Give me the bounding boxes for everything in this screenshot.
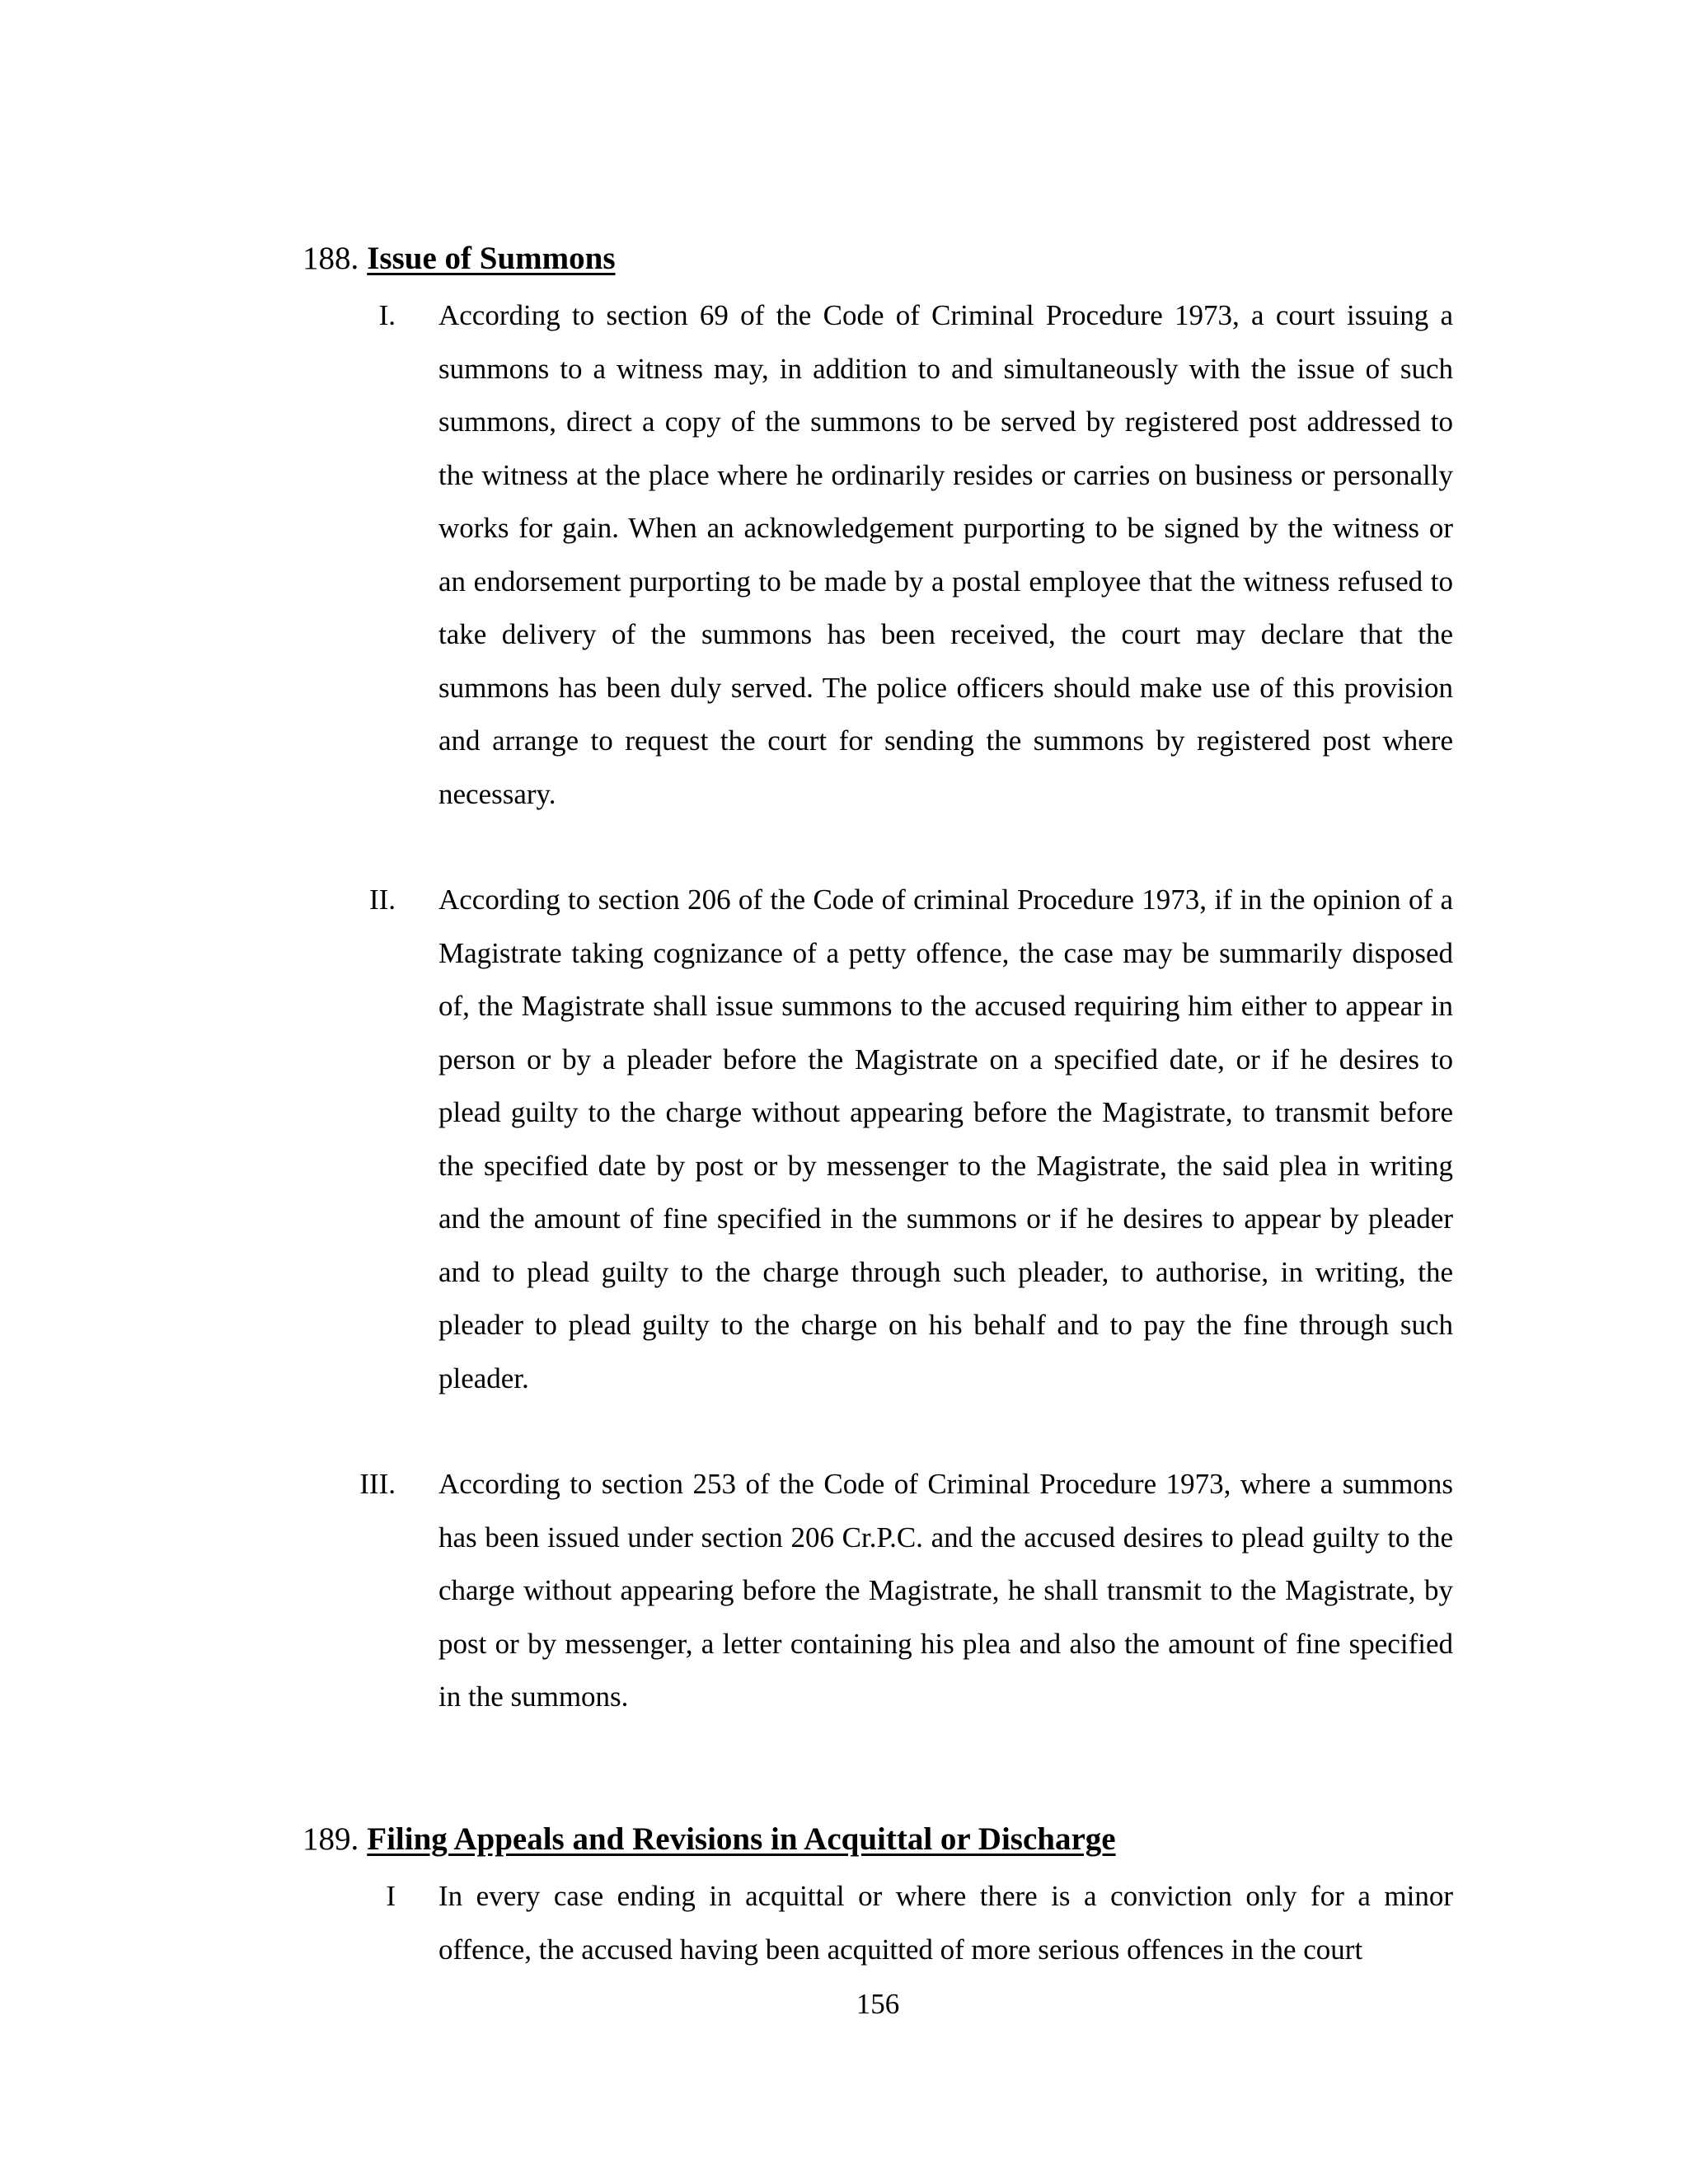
section-188 <box>302 239 1456 1724</box>
list-item <box>302 289 1453 821</box>
item-list <box>302 289 1456 1724</box>
item-text: According to section 253 of the Code of Criminal Procedure 1973, where a summons has been issued under section 206 Cr.P.C. and the accused desires to plead guilty to the charge without appearing before the Magistrate, he shall transmit to the Magistrate, by post or by messenger, a letter containing his plea and also the amount of fine specified in the summons. <box>438 1468 1453 1713</box>
item-marker: II. <box>368 883 396 916</box>
list-item <box>302 1870 1453 1976</box>
section-title: Filing Appeals and Revisions in Acquittal or Discharge <box>367 1821 1116 1857</box>
list-item <box>302 874 1453 1405</box>
item-marker: III. <box>359 1468 396 1500</box>
section-number: 188. <box>302 241 359 276</box>
item-marker: I <box>386 1880 396 1912</box>
page-number: 156 <box>856 1988 900 2020</box>
item-text: According to section 206 of the Code of criminal Procedure 1973, if in the opinion of a Magistrate taking cognizance of a petty offence, the case may be summarily disposed of, the Magistrate shall issue summons to the accused requiring him either to appear in person or by a pleader before the Magistrate on a specified date, or if he desires to plead guilty to the charge without appearing before the Magistrate, to transmit before the specified date by post or by messenger to the Magistrate, the said plea in writing and the amount of fine specified in the summons or if he desires to appear by pleader and to plead guilty to the charge through such pleader, to authorise, in writing, the pleader to plead guilty to the charge on his behalf and to pay the fine through such pleader. <box>438 883 1453 1394</box>
section-title: Issue of Summons <box>367 241 616 276</box>
section-heading <box>302 239 1456 279</box>
list-item <box>302 1458 1453 1724</box>
item-text: In every case ending in acquittal or where there is a conviction only for a minor offence, the accused having been acquitted of more serious offences in the court <box>438 1880 1453 1966</box>
item-text: According to section 69 of the Code of Criminal Procedure 1973, a court issuing a summons to a witness may, in addition to and simultaneously with the issue of such summons, direct a copy of the summons to be served by registered post addressed to the witness at the place where he ordinarily resides or carries on business or personally works for gain. When an acknowledgement purporting to be signed by the witness or an endorsement purporting to be made by a postal employee that the witness refused to take delivery of the summons has been received, the court may declare that the summons has been duly served. The police officers should make use of this provision and arrange to request the court for sending the summons by registered post where necessary. <box>438 299 1453 810</box>
section-number: 189. <box>302 1821 359 1857</box>
section-189 <box>302 1820 1456 1976</box>
item-list <box>302 1870 1456 1976</box>
item-marker: I. <box>378 299 396 331</box>
section-heading <box>302 1820 1456 1859</box>
